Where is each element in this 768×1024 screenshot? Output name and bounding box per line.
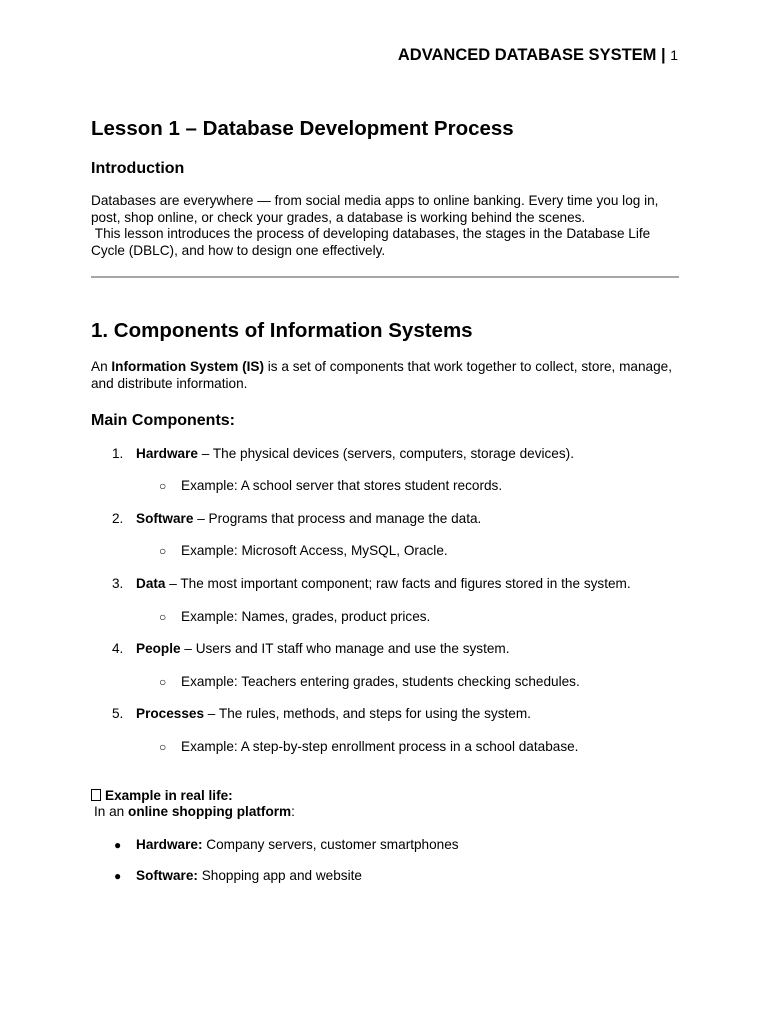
bullet-text: Company servers, customer smartphones bbox=[202, 836, 459, 852]
component-example: Example: Microsoft Access, MySQL, Oracle. bbox=[181, 543, 448, 559]
component-term: Processes bbox=[136, 706, 205, 722]
component-example: Example: Names, grades, product prices. bbox=[181, 608, 431, 624]
real-life-example-heading bbox=[91, 788, 679, 805]
definition-paragraph bbox=[91, 359, 679, 392]
hollow-circle-bullet-icon: ○ bbox=[159, 609, 167, 624]
header-title: ADVANCED DATABASE SYSTEM | bbox=[397, 46, 666, 64]
bullet-text: Shopping app and website bbox=[197, 868, 362, 884]
list-item bbox=[91, 706, 679, 755]
real-life-intro-suffix: : bbox=[291, 804, 295, 820]
list-number: 1. bbox=[112, 445, 124, 461]
page-header bbox=[398, 46, 678, 65]
list-number: 3. bbox=[112, 575, 124, 591]
component-desc: – Programs that process and manage the data. bbox=[193, 510, 482, 526]
definition-rest: is a set of components that work together to collect, store, manage, and distribute information. bbox=[91, 359, 673, 391]
component-term: Data bbox=[136, 575, 166, 591]
section-heading: 1. Components of Information Systems bbox=[91, 319, 473, 343]
list-number: 2. bbox=[112, 510, 124, 526]
hollow-circle-bullet-icon: ○ bbox=[159, 544, 167, 559]
lesson-title: Lesson 1 – Database Development Process bbox=[91, 117, 514, 140]
hollow-circle-bullet-icon: ○ bbox=[159, 674, 167, 689]
main-components-heading: Main Components: bbox=[91, 411, 235, 429]
component-desc: – The physical devices (servers, computers, storage devices). bbox=[197, 445, 574, 461]
component-term: Software bbox=[136, 510, 194, 526]
document-body bbox=[91, 116, 679, 885]
hollow-circle-bullet-icon: ○ bbox=[159, 739, 167, 754]
real-life-intro-bold: online shopping platform bbox=[128, 804, 292, 820]
component-example: Example: Teachers entering grades, students checking schedules. bbox=[181, 673, 580, 689]
definition-term: Information System (IS) bbox=[111, 359, 264, 375]
sub-list-item bbox=[91, 609, 679, 626]
component-desc: – The rules, methods, and steps for using the system. bbox=[204, 706, 531, 722]
definition-prefix: An bbox=[91, 359, 112, 375]
introduction-text-1: Databases are everywhere — from social media apps to online banking. Every time you log in, post, shop online, or check your grades, a database is working behind the scenes. bbox=[91, 193, 659, 225]
list-item bbox=[91, 868, 679, 885]
list-item bbox=[91, 837, 679, 854]
introduction-paragraph bbox=[91, 193, 679, 259]
list-item bbox=[91, 511, 679, 560]
component-example: Example: A school server that stores student records. bbox=[181, 478, 503, 494]
bullet-term: Hardware: bbox=[136, 836, 203, 852]
sub-list-item bbox=[91, 478, 679, 495]
real-life-intro bbox=[91, 804, 679, 821]
list-item bbox=[91, 641, 679, 690]
horizontal-rule bbox=[91, 276, 679, 278]
components-list bbox=[91, 446, 679, 756]
sub-list-item bbox=[91, 739, 679, 756]
component-desc: – The most important component; raw facts and figures stored in the system. bbox=[165, 575, 631, 591]
hollow-circle-bullet-icon: ○ bbox=[159, 479, 167, 494]
component-term: People bbox=[136, 641, 181, 657]
sub-list-item bbox=[91, 543, 679, 560]
bullet-dot-icon: ● bbox=[114, 869, 122, 884]
list-number: 5. bbox=[112, 706, 124, 722]
real-life-bullet-list bbox=[91, 837, 679, 885]
bullet-term: Software: bbox=[136, 868, 198, 884]
introduction-text-2: This lesson introduces the process of developing databases, the stages in the Database Life Cycle (DBLC), and how to design one effectively. bbox=[91, 226, 651, 258]
real-life-label: Example in real life: bbox=[105, 787, 233, 803]
real-life-intro-prefix: In an bbox=[94, 804, 129, 820]
list-item bbox=[91, 446, 679, 495]
sub-list-item bbox=[91, 674, 679, 691]
page-number: 1 bbox=[670, 47, 678, 63]
list-number: 4. bbox=[112, 641, 124, 657]
introduction-heading: Introduction bbox=[91, 160, 185, 177]
bullet-dot-icon: ● bbox=[114, 837, 122, 852]
list-item bbox=[91, 576, 679, 625]
component-term: Hardware bbox=[136, 445, 198, 461]
component-example: Example: A step-by-step enrollment process in a school database. bbox=[181, 738, 579, 754]
missing-glyph-box-icon bbox=[91, 789, 101, 801]
component-desc: – Users and IT staff who manage and use the system. bbox=[180, 641, 510, 657]
